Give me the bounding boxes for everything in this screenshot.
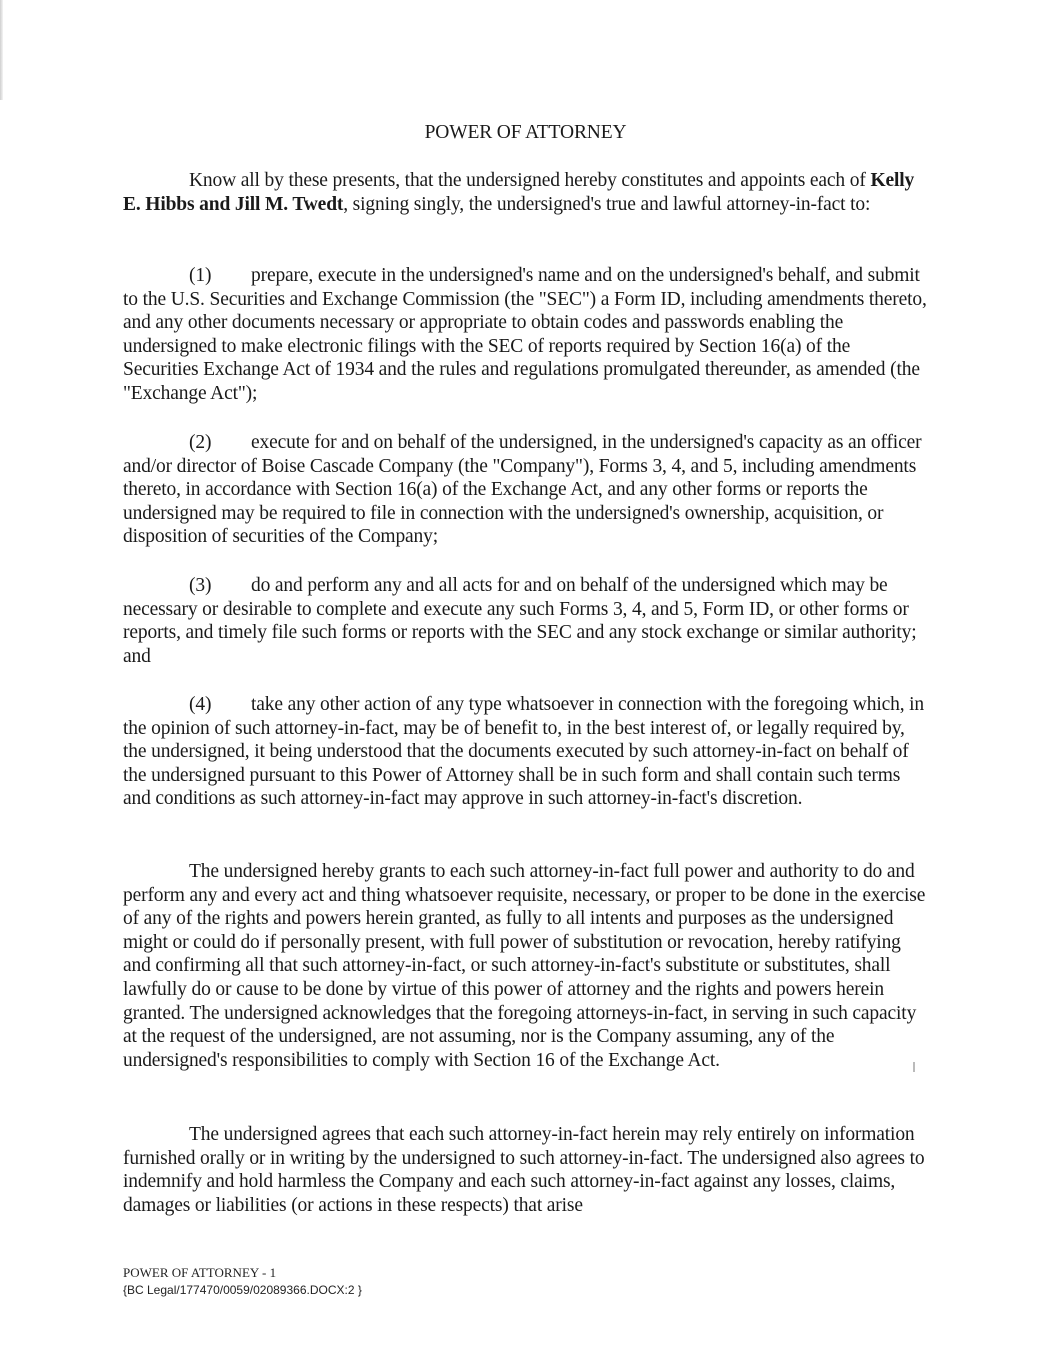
intro-paragraph (123, 169, 928, 216)
paragraph-text: The undersigned agrees that each such attorney-in-fact herein may rely entirely on information furnished orally or in writing by the undersigned to such attorney-in-fact. The undersigned also agrees to indemnify and hold harmless the Company and each such attorney-in-fact against any losses, claims, damages or liabilities (or actions in these respects) that arise (123, 1124, 925, 1216)
item-text: prepare, execute in the undersigned's name and on the undersigned's behalf, and submit to the U.S. Securities and Exchange Commission (the "SEC") a Form ID, including amendments thereto, and any other documents necessary or appropriate to obtain codes and passwords enabling the undersigned to make electronic filings with the SEC of reports required by Section 16(a) of the Securities Exchange Act of 1934 and the rules and regulations promulgated thereunder, as amended (the "Exchange Act"); (123, 265, 927, 404)
footer-doc-reference: {BC Legal/177470/0059/02089366.DOCX:2 } (123, 1283, 362, 1297)
paragraph-text: The undersigned hereby grants to each such attorney-in-fact full power and authority to do and perform any and every act and thing whatsoever requisite, necessary, or proper to be done in the exercise of any of the rights and powers herein granted, as fully to all intents and purposes as the undersigned might or could do if personally present, with full power of substitution or revocation, hereby ratifying and confirming all that such attorney-in-fact, or such attorney-in-fact's substitute or substitutes, shall lawfully do or cause to be done by virtue of this power of attorney and the rights and powers herein granted. The undersigned acknowledges that the foregoing attorneys-in-fact, in serving in such capacity at the request of the undersigned, are not assuming, nor is the Company assuming, any of the undersigned's responsibilities to comply with Section 16 of the Exchange Act. (123, 861, 926, 1071)
item-number: (1) (189, 265, 212, 286)
scan-edge (0, 0, 3, 100)
item-text: do and perform any and all acts for and on behalf of the undersigned which may be necessary or desirable to complete and execute any such Forms 3, 4, and 5, Form ID, or other forms or reports, and timely file such forms or reports with the SEC and any stock exchange or similar authority; and (123, 575, 917, 667)
item-number: (3) (189, 575, 212, 596)
footer-page-label: POWER OF ATTORNEY - 1 (123, 1265, 277, 1280)
scan-artifact (913, 1062, 915, 1072)
list-item-1 (123, 264, 928, 406)
list-item-3 (123, 574, 928, 668)
grant-paragraph (123, 860, 928, 1072)
intro-suffix: , signing singly, the undersigned's true and lawful attorney-in-fact to: (343, 193, 871, 215)
list-item-4 (123, 693, 928, 811)
item-text: execute for and on behalf of the undersigned, in the undersigned's capacity as an officer and/or director of Boise Cascade Company (the "Company"), Forms 3, 4, and 5, including amendments thereto, in accordance with Section 16(a) of the Exchange Act, and any other forms or reports the undersigned may be required to file in connection with the undersigned's ownership, acquisition, or disposition of securities of the Company; (123, 432, 922, 548)
item-number: (4) (189, 694, 212, 715)
list-item-2 (123, 431, 928, 549)
appointees-names: Kelly E. Hibbs and Jill M. Twedt (123, 170, 915, 215)
item-text: take any other action of any type whatsoever in connection with the foregoing which, in the opinion of such attorney-in-fact, may be of benefit to, in the best interest of, or legally required by, the undersigned, it being understood that the documents executed by such attorney-in-fact on behalf of the undersigned pursuant to this Power of Attorney shall be in such form and shall contain such terms and conditions as such attorney-in-fact may approve in such attorney-in-fact's discretion. (123, 694, 925, 810)
item-number: (2) (189, 432, 212, 453)
intro-prefix: Know all by these presents, that the undersigned hereby constitutes and appoints each of (189, 170, 866, 191)
reliance-paragraph (123, 1123, 928, 1217)
document-title: POWER OF ATTORNEY (424, 122, 627, 143)
